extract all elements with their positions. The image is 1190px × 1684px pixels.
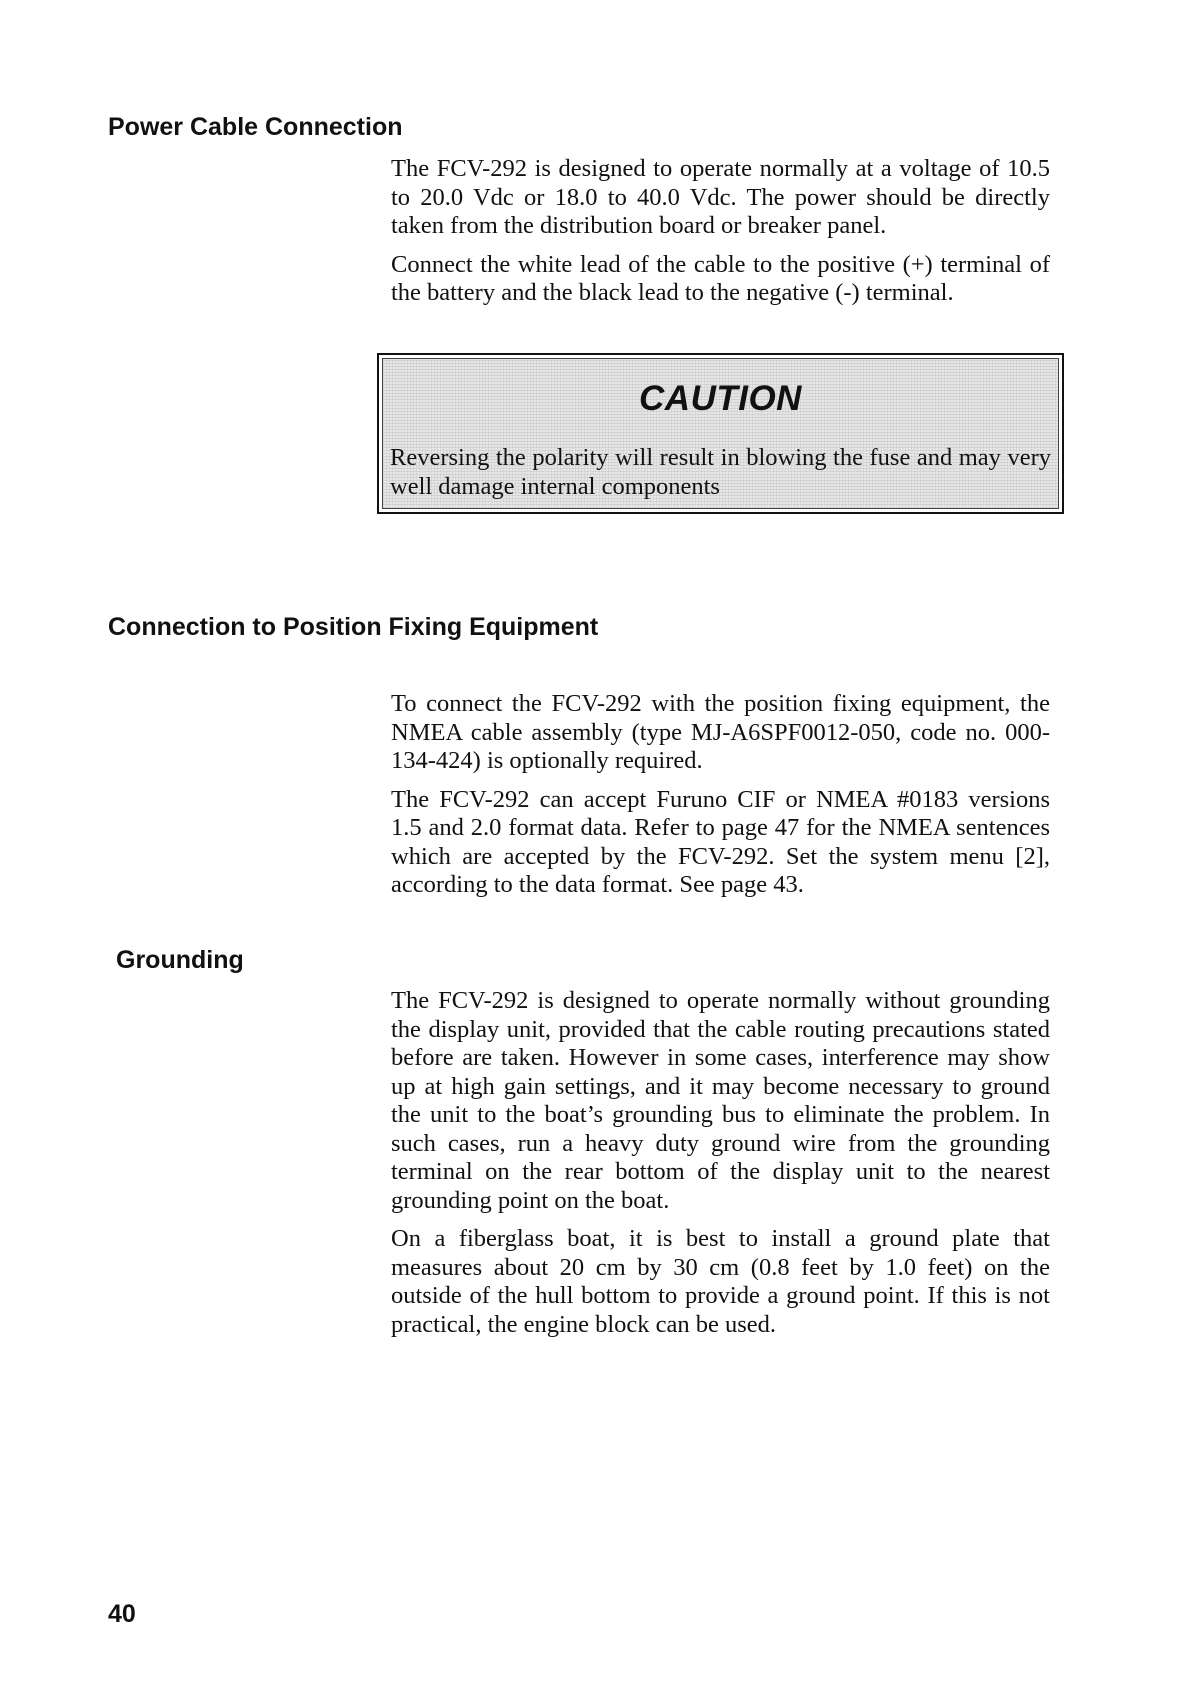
position-fixing-paragraph-1: To connect the FCV-292 with the position fixing equipment, the NMEA cable assembly (type MJ-A6SPF0012-050, code no. 000-134-424) is optionally required. [391,690,1050,774]
heading-power-cable-connection: Power Cable Connection [108,113,403,141]
power-paragraph-1: The FCV-292 is designed to operate normally at a voltage of 10.5 to 20.0 Vdc or 18.0 to 40.0 Vdc. The power should be directly taken from the distribution board or breaker panel. [391,155,1050,239]
page-number: 40 [108,1600,136,1628]
caution-title: CAUTION [639,379,802,418]
power-paragraph-2: Connect the white lead of the cable to the positive (+) terminal of the battery and the black lead to the negative (-) terminal. [391,250,1050,306]
heading-grounding: Grounding [116,946,244,974]
caution-text: Reversing the polarity will result in blowing the fuse and may very well damage internal components [390,444,1051,500]
position-fixing-section-body [391,690,1050,910]
grounding-paragraph-1: The FCV-292 is designed to operate normally without grounding the display unit, provided that the cable routing precautions stated before are taken. However in some cases, interference may show up at high gain settings, and it may become necessary to ground the unit to the boat’s grounding bus to eliminate the problem. In such cases, run a heavy duty ground wire from the grounding terminal on the rear bottom of the display unit to the nearest grounding point on the boat. [391,987,1050,1214]
caution-panel [382,358,1059,509]
grounding-paragraph-2: On a fiberglass boat, it is best to install a ground plate that measures about 20 cm by 30 cm (0.8 feet by 1.0 feet) on the outside of the hull bottom to provide a ground point. If this is not practical, the engine block can be used. [391,1225,1050,1338]
heading-position-fixing-equipment: Connection to Position Fixing Equipment [108,613,599,641]
caution-box [377,353,1064,514]
power-section-body [391,155,1050,318]
position-fixing-paragraph-2: The FCV-292 can accept Furuno CIF or NMEA #0183 versions 1.5 and 2.0 format data. Refer to page 47 for the NMEA sentences which are accepted by the FCV-292. Set the system menu [2], according to the data format. See page 43. [391,785,1050,898]
grounding-section-body [391,987,1050,1349]
